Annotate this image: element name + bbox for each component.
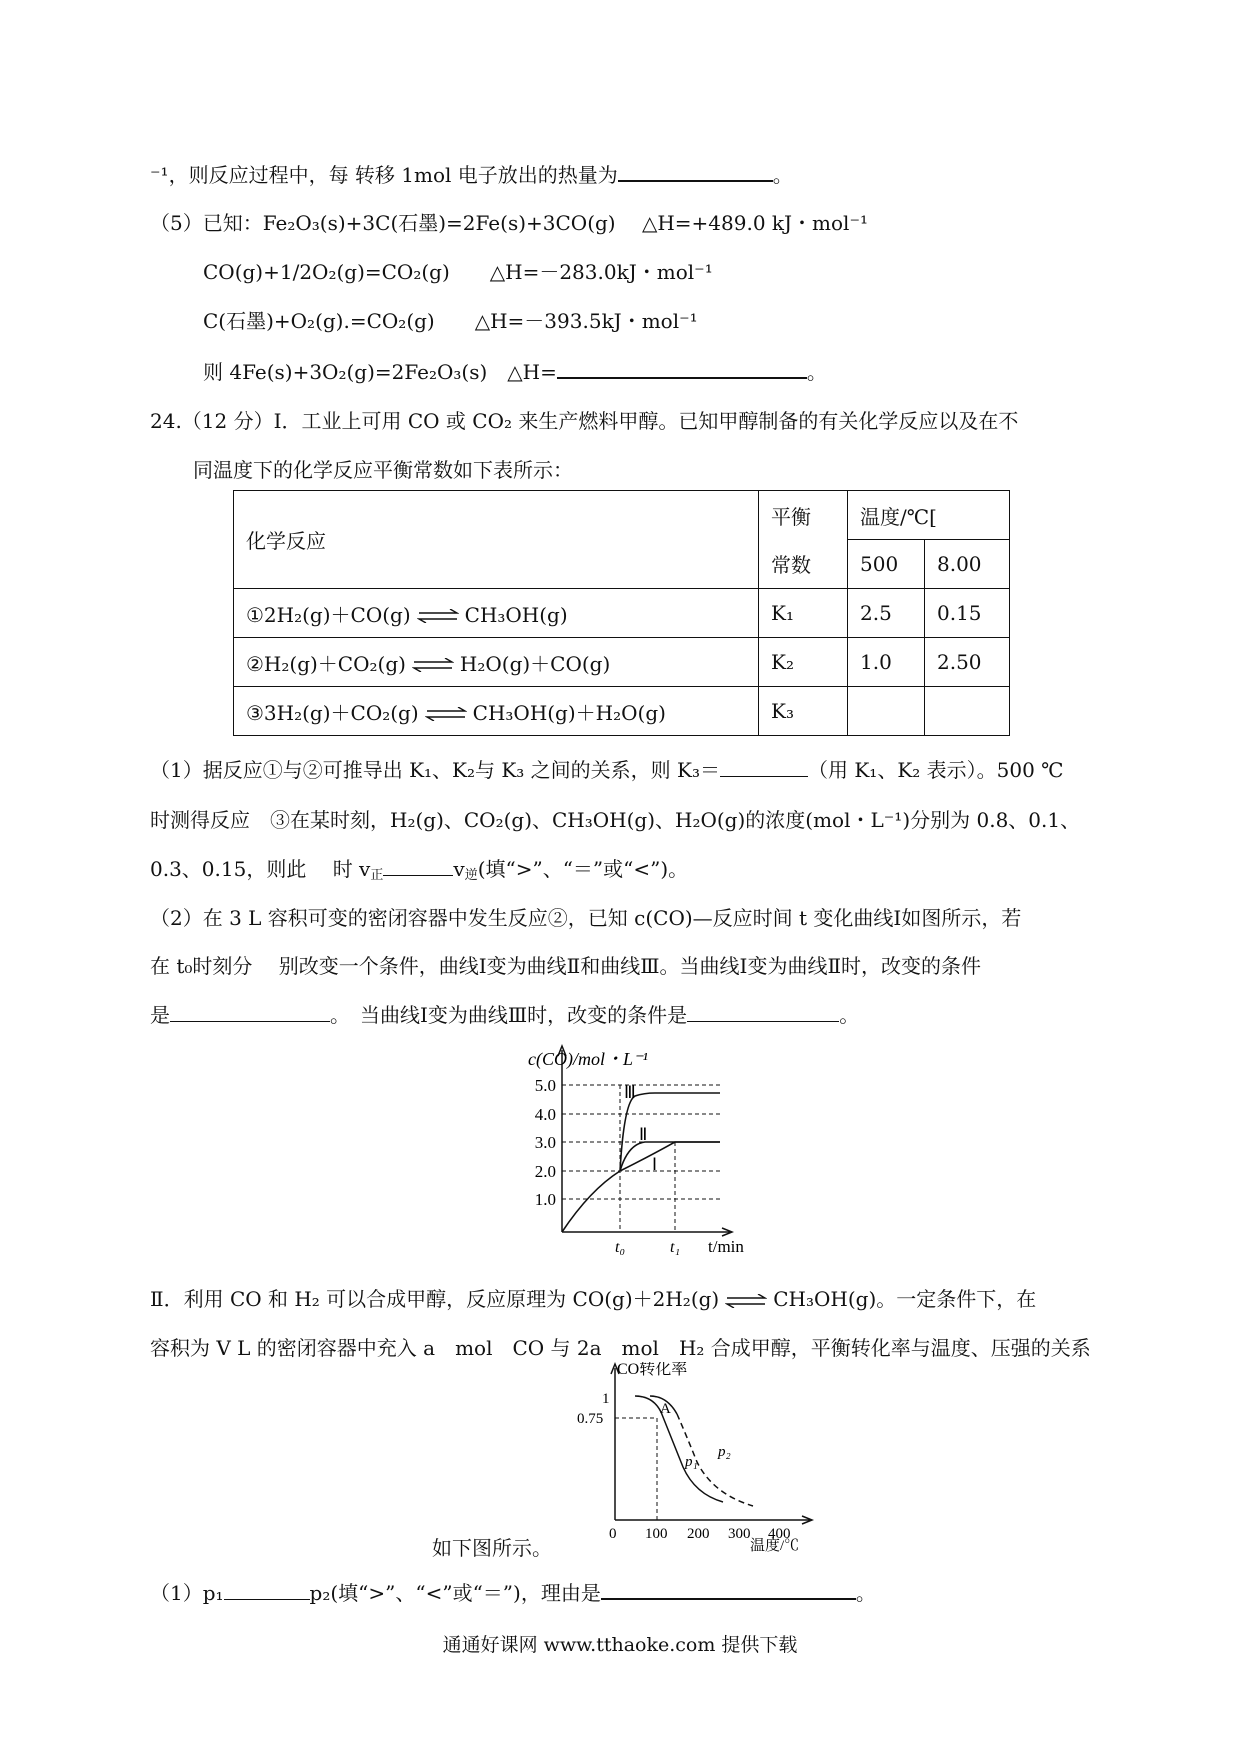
p2-text-c-mid: 。 当曲线Ⅰ变为曲线Ⅲ时，改变的条件是 xyxy=(330,1003,688,1027)
reaction-left: ②H₂(g)＋CO₂(g) xyxy=(246,651,406,676)
partII-line-c: 如下图所示。 xyxy=(432,1536,552,1560)
p1-text-a: （1）据反应①与②可推导出 K₁、K₂与 K₃ 之间的关系，则 K₃＝ xyxy=(150,758,720,782)
point-a-label: A xyxy=(660,1401,671,1417)
ytick-label: 3.0 xyxy=(534,1133,556,1152)
header-reaction: 化学反应 xyxy=(234,491,759,589)
p2-text-c: 是 xyxy=(150,1003,170,1027)
p1-text-a-end: （用 K₁、K₂ 表示）。500 ℃ xyxy=(808,758,1064,782)
p2-text-c-end: 。 xyxy=(839,1003,860,1027)
p2-label: p₂ xyxy=(718,1444,731,1460)
q4-tail-end: 。 xyxy=(772,163,793,187)
q5-intro: （5）已知： xyxy=(150,211,263,235)
t1-label: t₁ xyxy=(670,1239,681,1256)
graph2-curves xyxy=(635,1396,753,1506)
concentration-time-graph xyxy=(520,1040,770,1260)
graph1-yticks xyxy=(535,1076,556,1209)
reaction-left: ③3H₂(g)＋CO₂(g) xyxy=(246,700,419,725)
answer-blank[interactable] xyxy=(557,357,807,379)
answer-blank[interactable] xyxy=(601,1578,856,1600)
partII-text-a-end: CH₃OH(g)。一定条件下，在 xyxy=(773,1287,1037,1311)
xtick-label: 0 xyxy=(609,1526,617,1542)
reaction-right: CH₃OH(g)＋H₂O(g) xyxy=(472,700,666,725)
header-temp: 温度/℃[ xyxy=(848,491,1010,540)
p1-text-c-mid: v xyxy=(453,857,465,881)
q5-eq1-line xyxy=(150,209,868,237)
answer-blank[interactable] xyxy=(224,1579,310,1600)
p2-line-a: （2）在 3 L 容积可变的密闭容器中发生反应②，已知 c(CO)—反应时间 t 变化曲线Ⅰ如图所示，若 xyxy=(150,906,1022,930)
q24-heading: 24.（12 分）Ⅰ．工业上可用 CO 或 CO₂ 来生产燃料甲醇。已知甲醇制备的有关化学反应以及在不 xyxy=(150,409,1019,433)
answer-blank[interactable] xyxy=(687,1001,839,1022)
partII-q1-mid: p₂(填“>”、“<”或“＝”)，理由是 xyxy=(309,1581,601,1605)
graph2-axes xyxy=(611,1364,812,1524)
value-cell: 2.5 xyxy=(848,589,925,638)
line-q4-tail xyxy=(150,160,793,189)
value-cell: 0.15 xyxy=(925,589,1010,638)
q5-eq1: Fe₂O₃(s)+3C(石墨)=2Fe(s)+3CO(g) △H=+489.0 kJ・mol⁻¹ xyxy=(262,211,869,235)
partII-text-a: Ⅱ．利用 CO 和 H₂ 可以合成甲醇，反应原理为 CO(g)＋2H₂(g) xyxy=(150,1287,720,1311)
ytick-label: 5.0 xyxy=(534,1076,556,1095)
reaction-cell xyxy=(234,687,759,736)
curve-I-label: Ⅰ xyxy=(652,1155,658,1174)
table-row xyxy=(234,687,1010,736)
graph1-gridlines xyxy=(562,1085,720,1232)
partII-line-a xyxy=(150,1285,1036,1313)
p2-line-b: 在 t₀时刻分 别改变一个条件，曲线Ⅰ变为曲线Ⅱ和曲线Ⅲ。当曲线Ⅰ变为曲线Ⅱ时，改变的条件 xyxy=(150,954,982,978)
value-cell: 1.0 xyxy=(848,638,925,687)
partII-q1-text: （1）p₁ xyxy=(150,1581,224,1605)
ytick-label: 2.0 xyxy=(534,1162,556,1181)
partII-line-b: 容积为 V L 的密闭容器中充入 a mol CO 与 2a mol H₂ 合成甲醇，平衡转化率与温度、压强的关系 xyxy=(150,1336,1091,1360)
xtick-label: 300 xyxy=(728,1526,751,1542)
q24-heading-cont: 同温度下的化学反应平衡常数如下表所示： xyxy=(193,458,573,482)
graph1-xlabel: t/min xyxy=(708,1237,744,1256)
curve-II xyxy=(620,1142,720,1171)
reaction-right: H₂O(g)＋CO(g) xyxy=(459,651,611,676)
equilibrium-arrow-icon xyxy=(425,707,467,721)
graph1-ylabel: c(CO)/mol・L⁻¹ xyxy=(528,1049,648,1069)
answer-blank[interactable] xyxy=(170,1001,330,1022)
ytick-label: 4.0 xyxy=(534,1105,556,1124)
reaction-left: ①2H₂(g)＋CO(g) xyxy=(246,602,411,627)
xtick-label: 100 xyxy=(645,1526,668,1542)
equilibrium-arrow-icon xyxy=(412,658,454,672)
reaction-cell xyxy=(234,589,759,638)
q5-eq2: CO(g)+1/2O₂(g)=CO₂(g) △H=－283.0kJ・mol⁻¹ xyxy=(203,260,713,284)
table-row xyxy=(234,589,1010,638)
equilibrium-arrow-icon xyxy=(725,1294,767,1308)
graph2-y1: 1 xyxy=(602,1391,610,1407)
curve-III-label: Ⅲ xyxy=(624,1083,636,1102)
partII-q1-end: 。 xyxy=(855,1581,876,1605)
graph2-y075: 0.75 xyxy=(577,1411,604,1427)
equilibrium-arrow-icon xyxy=(417,609,459,623)
answer-blank[interactable] xyxy=(618,160,773,182)
p1-line-a xyxy=(150,756,1064,784)
conversion-temperature-graph xyxy=(575,1362,825,1552)
p1-line-b: 时测得反应 ③在某时刻，H₂(g)、CO₂(g)、CH₃OH(g)、H₂O(g)的浓度(mol・L⁻¹)分别为 0.8、0.1、 xyxy=(150,808,1081,832)
q4-tail-text: ⁻¹，则反应过程中，每 转移 1mol 电子放出的热量为 xyxy=(150,163,618,187)
t0-label: t₀ xyxy=(615,1239,626,1256)
graph2-ylabel: CO转化率 xyxy=(617,1362,688,1378)
k-cell: K₃ xyxy=(759,687,848,736)
reaction-right: CH₃OH(g) xyxy=(464,602,568,627)
xtick-label: 400 xyxy=(768,1526,791,1542)
graph2-guides xyxy=(615,1418,657,1520)
header-temp-1: 500 xyxy=(848,540,925,589)
graph2-xlabel: 温度/℃ xyxy=(750,1538,800,1552)
table-row xyxy=(234,638,1010,687)
page-footer: 通通好课网 www.tthaoke.com 提供下载 xyxy=(442,1634,798,1656)
xtick-label: 200 xyxy=(687,1526,710,1542)
p2-line-c xyxy=(150,1001,859,1029)
reaction-cell xyxy=(234,638,759,687)
value-cell xyxy=(848,687,925,736)
curve-I xyxy=(562,1142,720,1232)
q5-ask: 则 4Fe(s)+3O₂(g)=2Fe₂O₃(s) △H= xyxy=(203,360,557,384)
q5-ask-end: 。 xyxy=(806,360,827,384)
equilibrium-table xyxy=(233,490,1010,736)
value-cell xyxy=(925,687,1010,736)
sub-forward: 正 xyxy=(370,868,384,883)
p1-text-c: 0.3、0.15，则此 时 v xyxy=(150,857,371,881)
ytick-label: 1.0 xyxy=(534,1190,556,1209)
p1-line-c xyxy=(150,855,688,883)
value-cell: 2.50 xyxy=(925,638,1010,687)
header-temp-2: 8.00 xyxy=(925,540,1010,589)
curve-II-label: Ⅱ xyxy=(639,1125,648,1144)
answer-blank[interactable] xyxy=(720,756,808,777)
k-cell: K₁ xyxy=(759,589,848,638)
partII-q1-line xyxy=(150,1578,876,1607)
p1-text-c-end: (填“>”、“＝”或“<”)。 xyxy=(477,857,689,881)
curve-III xyxy=(620,1093,720,1171)
k-cell: K₂ xyxy=(759,638,848,687)
curve-p1 xyxy=(635,1396,723,1502)
answer-blank[interactable] xyxy=(383,855,453,876)
q5-eq3: C(石墨)+O₂(g).=CO₂(g) △H=－393.5kJ・mol⁻¹ xyxy=(203,309,698,333)
p1-label: p₁ xyxy=(685,1454,698,1470)
sub-reverse: 逆 xyxy=(464,868,478,883)
header-k-top: 平衡 xyxy=(759,491,848,540)
q5-ask-line xyxy=(203,357,827,386)
header-k-bottom: 常数 xyxy=(759,540,848,589)
